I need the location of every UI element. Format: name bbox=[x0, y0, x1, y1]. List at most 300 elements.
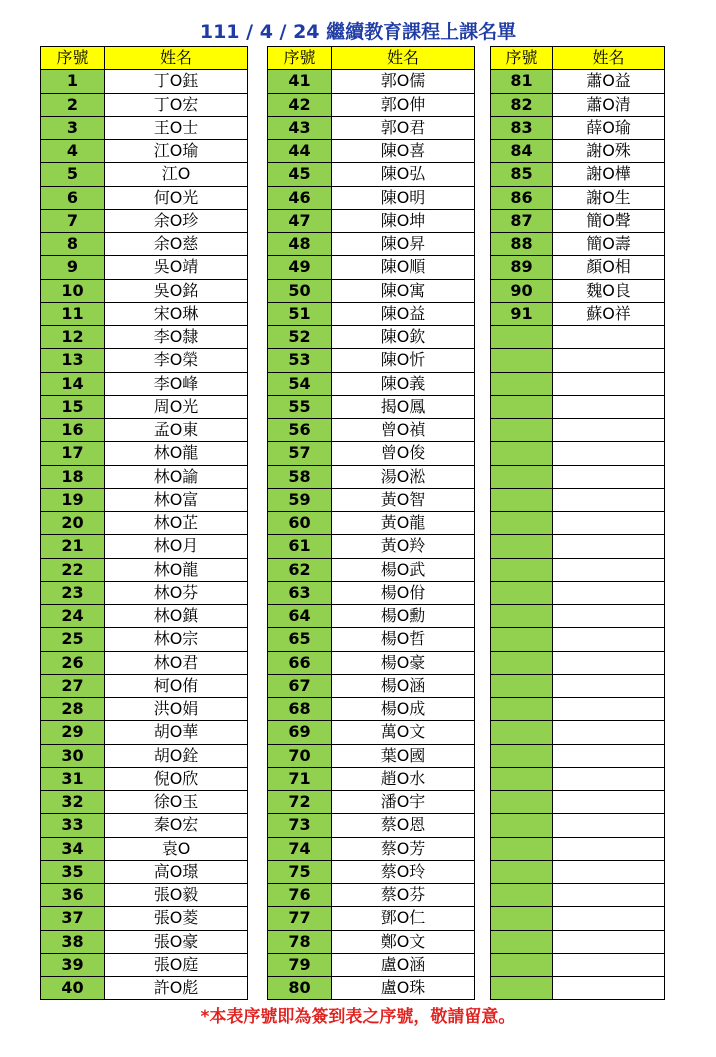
row-number: 82 bbox=[491, 93, 553, 116]
row-number bbox=[491, 721, 553, 744]
table-row bbox=[268, 581, 475, 604]
row-number: 4 bbox=[41, 140, 105, 163]
row-name bbox=[553, 605, 665, 628]
row-number: 90 bbox=[491, 279, 553, 302]
row-number: 35 bbox=[41, 860, 105, 883]
table-row bbox=[268, 256, 475, 279]
row-name: 楊O哲 bbox=[332, 628, 475, 651]
table-row bbox=[491, 140, 665, 163]
table-row bbox=[41, 721, 248, 744]
table-row bbox=[268, 140, 475, 163]
row-number: 81 bbox=[491, 70, 553, 93]
table-row bbox=[268, 302, 475, 325]
row-name: 陳O明 bbox=[332, 186, 475, 209]
number-header: 序號 bbox=[268, 47, 332, 70]
row-name bbox=[553, 465, 665, 488]
row-number: 80 bbox=[268, 977, 332, 1000]
row-number: 16 bbox=[41, 419, 105, 442]
table-row bbox=[491, 209, 665, 232]
row-number bbox=[491, 860, 553, 883]
row-name: 潘O宇 bbox=[332, 791, 475, 814]
row-number: 74 bbox=[268, 837, 332, 860]
row-name: 李O隸 bbox=[105, 326, 248, 349]
table-row bbox=[268, 953, 475, 976]
table-row bbox=[268, 605, 475, 628]
row-name: 余O慈 bbox=[105, 233, 248, 256]
row-name: 楊O佾 bbox=[332, 581, 475, 604]
row-name bbox=[553, 977, 665, 1000]
row-name: 蕭O益 bbox=[553, 70, 665, 93]
table-row bbox=[41, 349, 248, 372]
table-row bbox=[41, 233, 248, 256]
row-number: 50 bbox=[268, 279, 332, 302]
table-row bbox=[491, 837, 665, 860]
table-row bbox=[268, 698, 475, 721]
row-name: 李O峰 bbox=[105, 372, 248, 395]
table-row bbox=[491, 419, 665, 442]
table-row bbox=[491, 465, 665, 488]
row-number: 36 bbox=[41, 884, 105, 907]
row-name bbox=[553, 860, 665, 883]
row-number: 62 bbox=[268, 558, 332, 581]
row-number bbox=[491, 512, 553, 535]
row-name: 余O珍 bbox=[105, 209, 248, 232]
table-row bbox=[491, 395, 665, 418]
row-number bbox=[491, 767, 553, 790]
row-name: 林O鎮 bbox=[105, 605, 248, 628]
row-name: 陳O順 bbox=[332, 256, 475, 279]
table-row bbox=[268, 674, 475, 697]
row-name: 胡O華 bbox=[105, 721, 248, 744]
row-number bbox=[491, 744, 553, 767]
row-name: 陳O益 bbox=[332, 302, 475, 325]
row-name bbox=[553, 558, 665, 581]
row-name bbox=[553, 884, 665, 907]
row-name: 宋O琳 bbox=[105, 302, 248, 325]
row-number: 10 bbox=[41, 279, 105, 302]
row-name bbox=[553, 791, 665, 814]
row-number: 66 bbox=[268, 651, 332, 674]
table-row bbox=[268, 233, 475, 256]
table-row bbox=[268, 535, 475, 558]
table-row bbox=[41, 930, 248, 953]
row-name: 郭O君 bbox=[332, 116, 475, 139]
row-number: 86 bbox=[491, 186, 553, 209]
row-number bbox=[491, 884, 553, 907]
row-name: 張O菱 bbox=[105, 907, 248, 930]
row-number: 6 bbox=[41, 186, 105, 209]
roster-table-1 bbox=[40, 46, 248, 1000]
row-number bbox=[491, 488, 553, 511]
table-row bbox=[491, 349, 665, 372]
row-name: 高O璟 bbox=[105, 860, 248, 883]
row-name: 李O榮 bbox=[105, 349, 248, 372]
row-name: 顏O相 bbox=[553, 256, 665, 279]
row-name: 江O瑜 bbox=[105, 140, 248, 163]
table-row bbox=[491, 674, 665, 697]
table-row bbox=[268, 558, 475, 581]
row-number: 33 bbox=[41, 814, 105, 837]
table-row bbox=[268, 791, 475, 814]
row-number: 76 bbox=[268, 884, 332, 907]
row-name: 林O諭 bbox=[105, 465, 248, 488]
row-name: 盧O涵 bbox=[332, 953, 475, 976]
row-name bbox=[553, 395, 665, 418]
row-number: 68 bbox=[268, 698, 332, 721]
row-number bbox=[491, 837, 553, 860]
table-row bbox=[268, 372, 475, 395]
table-row bbox=[41, 884, 248, 907]
row-name: 曾O俊 bbox=[332, 442, 475, 465]
row-name: 林O月 bbox=[105, 535, 248, 558]
row-number: 38 bbox=[41, 930, 105, 953]
row-number: 65 bbox=[268, 628, 332, 651]
row-number: 47 bbox=[268, 209, 332, 232]
row-number: 23 bbox=[41, 581, 105, 604]
row-number: 45 bbox=[268, 163, 332, 186]
row-number: 85 bbox=[491, 163, 553, 186]
row-name: 謝O生 bbox=[553, 186, 665, 209]
row-name: 袁O bbox=[105, 837, 248, 860]
row-name bbox=[553, 488, 665, 511]
row-number: 17 bbox=[41, 442, 105, 465]
row-number bbox=[491, 907, 553, 930]
table-row bbox=[491, 326, 665, 349]
row-number bbox=[491, 977, 553, 1000]
row-name: 蔡O恩 bbox=[332, 814, 475, 837]
row-name: 孟O東 bbox=[105, 419, 248, 442]
row-number: 3 bbox=[41, 116, 105, 139]
name-header: 姓名 bbox=[553, 47, 665, 70]
row-number: 5 bbox=[41, 163, 105, 186]
table-row bbox=[41, 953, 248, 976]
row-number: 83 bbox=[491, 116, 553, 139]
row-name: 簡O聲 bbox=[553, 209, 665, 232]
row-name: 柯O侑 bbox=[105, 674, 248, 697]
row-name: 郭O伸 bbox=[332, 93, 475, 116]
row-number: 52 bbox=[268, 326, 332, 349]
row-name bbox=[553, 372, 665, 395]
row-number bbox=[491, 791, 553, 814]
name-header: 姓名 bbox=[332, 47, 475, 70]
row-name: 林O龍 bbox=[105, 558, 248, 581]
row-name: 黃O羚 bbox=[332, 535, 475, 558]
table-row bbox=[491, 628, 665, 651]
number-header: 序號 bbox=[41, 47, 105, 70]
table-row bbox=[41, 814, 248, 837]
row-name: 楊O武 bbox=[332, 558, 475, 581]
row-number: 48 bbox=[268, 233, 332, 256]
table-row bbox=[41, 326, 248, 349]
row-number bbox=[491, 535, 553, 558]
table-row bbox=[268, 326, 475, 349]
row-name: 秦O宏 bbox=[105, 814, 248, 837]
row-name: 黃O智 bbox=[332, 488, 475, 511]
row-name: 許O彪 bbox=[105, 977, 248, 1000]
number-header: 序號 bbox=[491, 47, 553, 70]
row-number: 9 bbox=[41, 256, 105, 279]
row-name: 王O士 bbox=[105, 116, 248, 139]
row-name: 陳O喜 bbox=[332, 140, 475, 163]
table-row bbox=[491, 163, 665, 186]
row-number bbox=[491, 419, 553, 442]
row-number bbox=[491, 698, 553, 721]
row-name bbox=[553, 628, 665, 651]
row-name: 洪O娟 bbox=[105, 698, 248, 721]
row-number: 55 bbox=[268, 395, 332, 418]
table-row bbox=[41, 302, 248, 325]
row-name: 林O君 bbox=[105, 651, 248, 674]
row-name: 蔡O玲 bbox=[332, 860, 475, 883]
row-name: 陳O欽 bbox=[332, 326, 475, 349]
row-name: 趙O水 bbox=[332, 767, 475, 790]
row-name: 楊O豪 bbox=[332, 651, 475, 674]
row-number: 77 bbox=[268, 907, 332, 930]
table-row bbox=[491, 930, 665, 953]
table-row bbox=[41, 907, 248, 930]
table-row bbox=[268, 721, 475, 744]
row-number: 78 bbox=[268, 930, 332, 953]
row-number: 7 bbox=[41, 209, 105, 232]
table-row bbox=[491, 116, 665, 139]
row-number: 44 bbox=[268, 140, 332, 163]
row-name: 蔡O芳 bbox=[332, 837, 475, 860]
table-row bbox=[491, 605, 665, 628]
row-name bbox=[553, 767, 665, 790]
row-name: 吳O靖 bbox=[105, 256, 248, 279]
table-row bbox=[268, 279, 475, 302]
table-row bbox=[268, 930, 475, 953]
row-number: 28 bbox=[41, 698, 105, 721]
table-row bbox=[491, 698, 665, 721]
row-number: 34 bbox=[41, 837, 105, 860]
table-row bbox=[268, 395, 475, 418]
table-row bbox=[41, 767, 248, 790]
row-number: 30 bbox=[41, 744, 105, 767]
table-row bbox=[268, 442, 475, 465]
row-name: 林O宗 bbox=[105, 628, 248, 651]
row-name bbox=[553, 651, 665, 674]
table-row bbox=[491, 279, 665, 302]
row-number: 67 bbox=[268, 674, 332, 697]
row-name bbox=[553, 907, 665, 930]
row-name: 丁O宏 bbox=[105, 93, 248, 116]
row-name: 胡O銓 bbox=[105, 744, 248, 767]
row-name: 曾O禎 bbox=[332, 419, 475, 442]
row-name: 楊O涵 bbox=[332, 674, 475, 697]
row-name bbox=[553, 326, 665, 349]
row-name: 張O毅 bbox=[105, 884, 248, 907]
row-number bbox=[491, 442, 553, 465]
row-number: 13 bbox=[41, 349, 105, 372]
table-row bbox=[491, 488, 665, 511]
row-name: 張O豪 bbox=[105, 930, 248, 953]
table-row bbox=[268, 465, 475, 488]
table-row bbox=[41, 209, 248, 232]
table-row bbox=[491, 535, 665, 558]
row-number: 40 bbox=[41, 977, 105, 1000]
row-name bbox=[553, 930, 665, 953]
row-name bbox=[553, 674, 665, 697]
table-row bbox=[268, 860, 475, 883]
table-row bbox=[41, 116, 248, 139]
row-number bbox=[491, 326, 553, 349]
row-number: 32 bbox=[41, 791, 105, 814]
row-number: 91 bbox=[491, 302, 553, 325]
row-number: 57 bbox=[268, 442, 332, 465]
row-name: 魏O良 bbox=[553, 279, 665, 302]
row-number: 71 bbox=[268, 767, 332, 790]
row-name: 湯O淞 bbox=[332, 465, 475, 488]
row-name: 薛O瑜 bbox=[553, 116, 665, 139]
table-row bbox=[41, 744, 248, 767]
row-number bbox=[491, 814, 553, 837]
row-name: 何O光 bbox=[105, 186, 248, 209]
name-header: 姓名 bbox=[105, 47, 248, 70]
table-row bbox=[41, 698, 248, 721]
row-name: 陳O昇 bbox=[332, 233, 475, 256]
table-row bbox=[491, 233, 665, 256]
row-number bbox=[491, 628, 553, 651]
row-name: 周O光 bbox=[105, 395, 248, 418]
row-name: 萬O文 bbox=[332, 721, 475, 744]
row-number: 73 bbox=[268, 814, 332, 837]
row-name: 林O龍 bbox=[105, 442, 248, 465]
row-name bbox=[553, 535, 665, 558]
table-row bbox=[41, 512, 248, 535]
row-name: 丁O鈺 bbox=[105, 70, 248, 93]
table-row bbox=[268, 93, 475, 116]
row-number: 22 bbox=[41, 558, 105, 581]
row-number: 41 bbox=[268, 70, 332, 93]
row-number: 56 bbox=[268, 419, 332, 442]
row-number: 69 bbox=[268, 721, 332, 744]
row-number: 61 bbox=[268, 535, 332, 558]
row-name: 徐O玉 bbox=[105, 791, 248, 814]
row-name: 鄧O仁 bbox=[332, 907, 475, 930]
table-row bbox=[268, 512, 475, 535]
row-name bbox=[553, 698, 665, 721]
table-row bbox=[41, 93, 248, 116]
row-number: 46 bbox=[268, 186, 332, 209]
row-name: 倪O欣 bbox=[105, 767, 248, 790]
row-number: 60 bbox=[268, 512, 332, 535]
table-row bbox=[268, 186, 475, 209]
table-row bbox=[491, 512, 665, 535]
row-number: 70 bbox=[268, 744, 332, 767]
table-row bbox=[491, 744, 665, 767]
row-number bbox=[491, 581, 553, 604]
row-name bbox=[553, 419, 665, 442]
row-number: 18 bbox=[41, 465, 105, 488]
row-name bbox=[553, 837, 665, 860]
row-number: 19 bbox=[41, 488, 105, 511]
row-number: 21 bbox=[41, 535, 105, 558]
table-row bbox=[41, 186, 248, 209]
row-number: 1 bbox=[41, 70, 105, 93]
row-name: 謝O殊 bbox=[553, 140, 665, 163]
table-row bbox=[491, 953, 665, 976]
table-row bbox=[268, 884, 475, 907]
row-number: 20 bbox=[41, 512, 105, 535]
row-number: 26 bbox=[41, 651, 105, 674]
footnote: *本表序號即為簽到表之序號，敬請留意。 bbox=[200, 1007, 516, 1027]
row-number: 59 bbox=[268, 488, 332, 511]
row-name bbox=[553, 512, 665, 535]
table-row bbox=[268, 209, 475, 232]
table-row bbox=[41, 837, 248, 860]
table-row bbox=[491, 256, 665, 279]
row-number: 2 bbox=[41, 93, 105, 116]
row-number: 54 bbox=[268, 372, 332, 395]
row-number: 25 bbox=[41, 628, 105, 651]
row-name bbox=[553, 442, 665, 465]
table-row bbox=[41, 465, 248, 488]
table-row bbox=[491, 93, 665, 116]
table-row bbox=[491, 767, 665, 790]
table-row bbox=[491, 581, 665, 604]
row-number bbox=[491, 372, 553, 395]
row-number: 49 bbox=[268, 256, 332, 279]
table-row bbox=[41, 860, 248, 883]
roster-table-2 bbox=[267, 46, 475, 1000]
row-number: 43 bbox=[268, 116, 332, 139]
table-row bbox=[491, 884, 665, 907]
row-number: 79 bbox=[268, 953, 332, 976]
row-number: 72 bbox=[268, 791, 332, 814]
table-row bbox=[41, 256, 248, 279]
table-row bbox=[41, 605, 248, 628]
row-name: 揭O鳳 bbox=[332, 395, 475, 418]
table-row bbox=[41, 977, 248, 1000]
row-number: 87 bbox=[491, 209, 553, 232]
row-number: 8 bbox=[41, 233, 105, 256]
table-row bbox=[41, 163, 248, 186]
row-name: 蕭O清 bbox=[553, 93, 665, 116]
row-name: 鄭O文 bbox=[332, 930, 475, 953]
row-name: 郭O儒 bbox=[332, 70, 475, 93]
row-name: 蔡O芬 bbox=[332, 884, 475, 907]
row-name: 林O芷 bbox=[105, 512, 248, 535]
table-row bbox=[491, 186, 665, 209]
row-number bbox=[491, 651, 553, 674]
row-number: 37 bbox=[41, 907, 105, 930]
row-number: 14 bbox=[41, 372, 105, 395]
table-row bbox=[491, 651, 665, 674]
table-row bbox=[41, 279, 248, 302]
table-row bbox=[491, 791, 665, 814]
row-number: 58 bbox=[268, 465, 332, 488]
row-number: 63 bbox=[268, 581, 332, 604]
table-row bbox=[491, 907, 665, 930]
row-name: 楊O成 bbox=[332, 698, 475, 721]
table-row bbox=[268, 814, 475, 837]
row-number bbox=[491, 349, 553, 372]
table-row bbox=[268, 419, 475, 442]
table-row bbox=[268, 628, 475, 651]
row-name: 葉O國 bbox=[332, 744, 475, 767]
row-name: 陳O寓 bbox=[332, 279, 475, 302]
table-row bbox=[268, 907, 475, 930]
table-row bbox=[491, 372, 665, 395]
table-row bbox=[491, 70, 665, 93]
row-name: 楊O勳 bbox=[332, 605, 475, 628]
row-name: 張O庭 bbox=[105, 953, 248, 976]
row-number: 29 bbox=[41, 721, 105, 744]
table-row bbox=[268, 977, 475, 1000]
table-row bbox=[41, 558, 248, 581]
table-row bbox=[41, 488, 248, 511]
